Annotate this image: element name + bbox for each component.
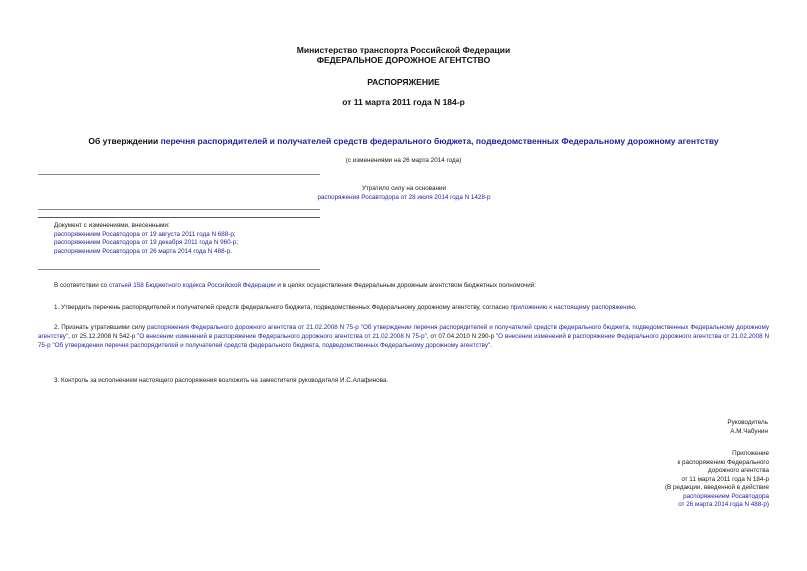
signatory-name: А.М.Чабунин: [730, 427, 768, 435]
item-1-link[interactable]: приложению к настоящему распоряжению: [510, 304, 635, 311]
divider: [38, 174, 320, 175]
status-block: [160, 185, 648, 202]
doc-type: РАСПОРЯЖЕНИЕ: [367, 77, 440, 87]
item-2-text: , от 25.12.2008 N 542-р: [68, 333, 138, 340]
change-link[interactable]: распоряжением Росавтодора от 19 августа 2011 года N 688-р;: [54, 230, 236, 238]
change-link[interactable]: распоряжением Росавтодора от 26 марта 2014 года N 488-р.: [54, 247, 232, 255]
change-link[interactable]: распоряжением Росавтодора от 19 декабря 2011 года N 960-р;: [54, 239, 238, 246]
changes-block: [54, 222, 454, 256]
document-title: [0, 136, 807, 146]
item-2-link[interactable]: "О внесении изменений в распоряжение Федерального дорожного агентства от 21.02.2008 N 75-р": [137, 333, 427, 340]
item-2-link[interactable]: "О внесении изменений в распоряжение Федерального дорожного агентства от 21.02.2008 N 75-р "Об утверждении перечня распорядителей и получателей средств федерального бюджета, подведомственных Федеральному дорожному агентству": [38, 333, 770, 349]
preamble-link[interactable]: статьей 158 Бюджетного кодекса Российской Федерации: [108, 282, 276, 289]
status-text: Утратило силу на основании: [361, 185, 447, 192]
appendix-block: [520, 450, 769, 510]
item-2: [38, 323, 769, 350]
item-2-text: 2. Признать утратившими силу: [54, 324, 148, 331]
preamble: [54, 281, 774, 290]
doc-date: от 11 марта 2011 года N 184-р: [342, 97, 465, 107]
title-link[interactable]: перечня распорядителей и получателей средств федерального бюджета, подведомственных Федеральному дорожному агентству: [160, 136, 719, 146]
divider: [38, 269, 320, 270]
agency-name: ФЕДЕРАЛЬНОЕ ДОРОЖНОЕ АГЕНТСТВО: [316, 55, 491, 65]
appendix-line: (В редакции, введенной в действие: [664, 484, 769, 491]
status-link[interactable]: распоряжения Росавтодора от 28 июля 2014 года N 1428-р: [317, 193, 491, 201]
appendix-line: дорожного агентства: [708, 467, 769, 474]
item-1-text: 1. Утвердить перечень распорядителей и получателей средств федерального бюджета, подведомственных Федеральному дорожному агентству, согласно: [54, 304, 511, 311]
ministry-name: Министерство транспорта Российской Федерации: [296, 45, 511, 55]
appendix-line: от 11 марта 2011 года N 184-р: [681, 475, 769, 483]
appendix-link[interactable]: от 26 марта 2014 года N 488-р: [678, 501, 767, 508]
appendix-close: ): [766, 501, 769, 508]
preamble-text: В соответствии со: [54, 282, 109, 289]
divider: [38, 217, 320, 218]
item-3: 3. Контроль за исполнением настоящего распоряжения возложить на заместителя руководителя И.С.Алафинова.: [54, 377, 389, 384]
appendix-line: к распоряжению Федерального: [677, 458, 769, 466]
changes-heading: Документ с изменениями, внесенными:: [54, 222, 170, 229]
item-1: [54, 303, 774, 312]
signatory-role: Руководитель: [727, 419, 768, 426]
item-2-text: , от 07.04.2010 N 290-р: [426, 333, 496, 340]
divider: [38, 209, 320, 210]
item-1-text: .: [634, 304, 637, 311]
title-prefix: Об утверждении: [88, 136, 161, 146]
document-header: [0, 45, 807, 65]
appendix-line: Приложение: [732, 450, 769, 457]
appendix-link[interactable]: распоряжением Росавтодора: [683, 492, 769, 500]
item-2-link[interactable]: распоряжения Федерального дорожного агентства от 21.02.2008 N 75-р "Об утверждении перечня распорядителей и получателей средств федерального бюджета, подведомственных Федеральному дорожному агентству": [38, 324, 769, 340]
signature-block: [560, 419, 768, 436]
preamble-text: и в целях осуществления Федеральным дорожным агентством бюджетных полномочий:: [275, 282, 537, 289]
edition-note: (с изменениями на 26 марта 2014 года): [345, 157, 462, 164]
item-2-text: .: [490, 342, 492, 349]
